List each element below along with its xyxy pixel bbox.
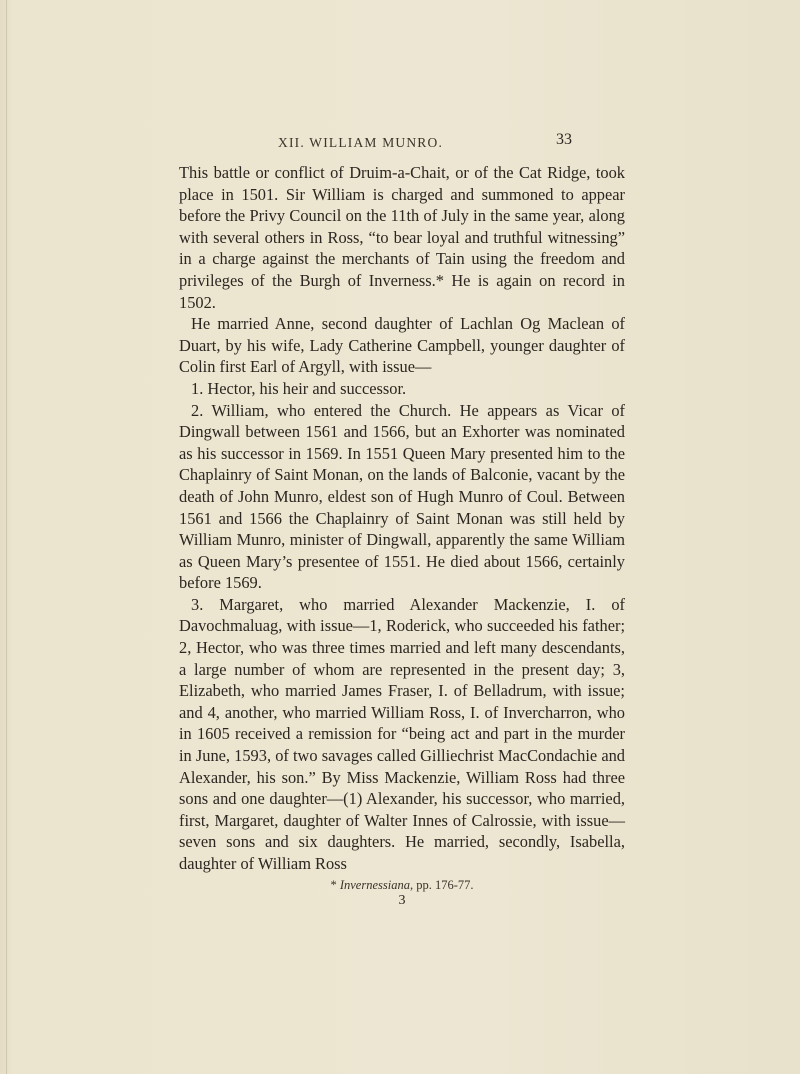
issue-item-hector: 1. Hector, his heir and successor.: [191, 378, 407, 398]
footnote-pages: , pp. 176-77.: [409, 878, 474, 892]
page-gutter-edge: [6, 0, 7, 1074]
paragraph-marriage: He married Anne, second daughter of Lachlan Og Maclean of Duart, by his wife, Lady Catherine Campbell, younger daughter of Colin first Earl of Argyll, with issue—: [179, 314, 625, 377]
footnote: [180, 878, 624, 893]
running-head: XII. WILLIAM MUNRO.: [278, 135, 444, 150]
issue-item-margaret: 3. Margaret, who married Alexander Mackenzie, I. of Davochmaluag, with issue—1, Roderick, who succeeded his father; 2, Hector, who was three times married and left many descendants, a large number of whom are represented in the present day; 3, Elizabeth, who married James Fraser, I. of Belladrum, with issue; and 4, another, who married William Ross, I. of Invercharron, who in 1605 received a remission for “being act and part in the murder in June, 1593, of two savages called Gilliechrist MacCondachie and Alexander, his son.” By Miss Mackenzie, William Ross had three sons and one daughter—(1) Alexander, his successor, who married, first, Margaret, daughter of Walter Innes of Calrossie, with issue—seven sons and six daughters. He married, secondly, Isabella, daughter of William Ross: [179, 594, 625, 873]
footnote-title: Invernessiana: [339, 878, 410, 892]
signature-mark: 3: [398, 893, 406, 908]
footnote-marker: *: [330, 878, 337, 892]
paragraph-battle: This battle or conflict of Druim-a-Chait, or of the Cat Ridge, took place in 1501. Sir William is charged and summoned to appear before the Privy Council on the 11th of July in the same year, along with several others in Ross, “to bear loyal and truthful witnessing” in a charge against the merchants of Tain using the freedom and privileges of the Burgh of Inverness.* He is again on record in 1502.: [179, 163, 625, 312]
body-text: [179, 162, 625, 875]
page-number: 33: [556, 131, 572, 148]
issue-item-william: 2. William, who entered the Church. He appears as Vicar of Dingwall between 1561 and 1566, but an Exhorter was nominated as his successor in 1569. In 1551 Queen Mary presented him to the Chaplainry of Saint Monan, on the lands of Balconie, vacant by the death of John Munro, eldest son of Hugh Munro of Coul. Between 1561 and 1566 the Chaplainry of Saint Monan was still held by William Munro, minister of Dingwall, apparently the same William as Queen Mary’s presentee of 1551. He died about 1566, certainly before 1569.: [179, 400, 625, 593]
